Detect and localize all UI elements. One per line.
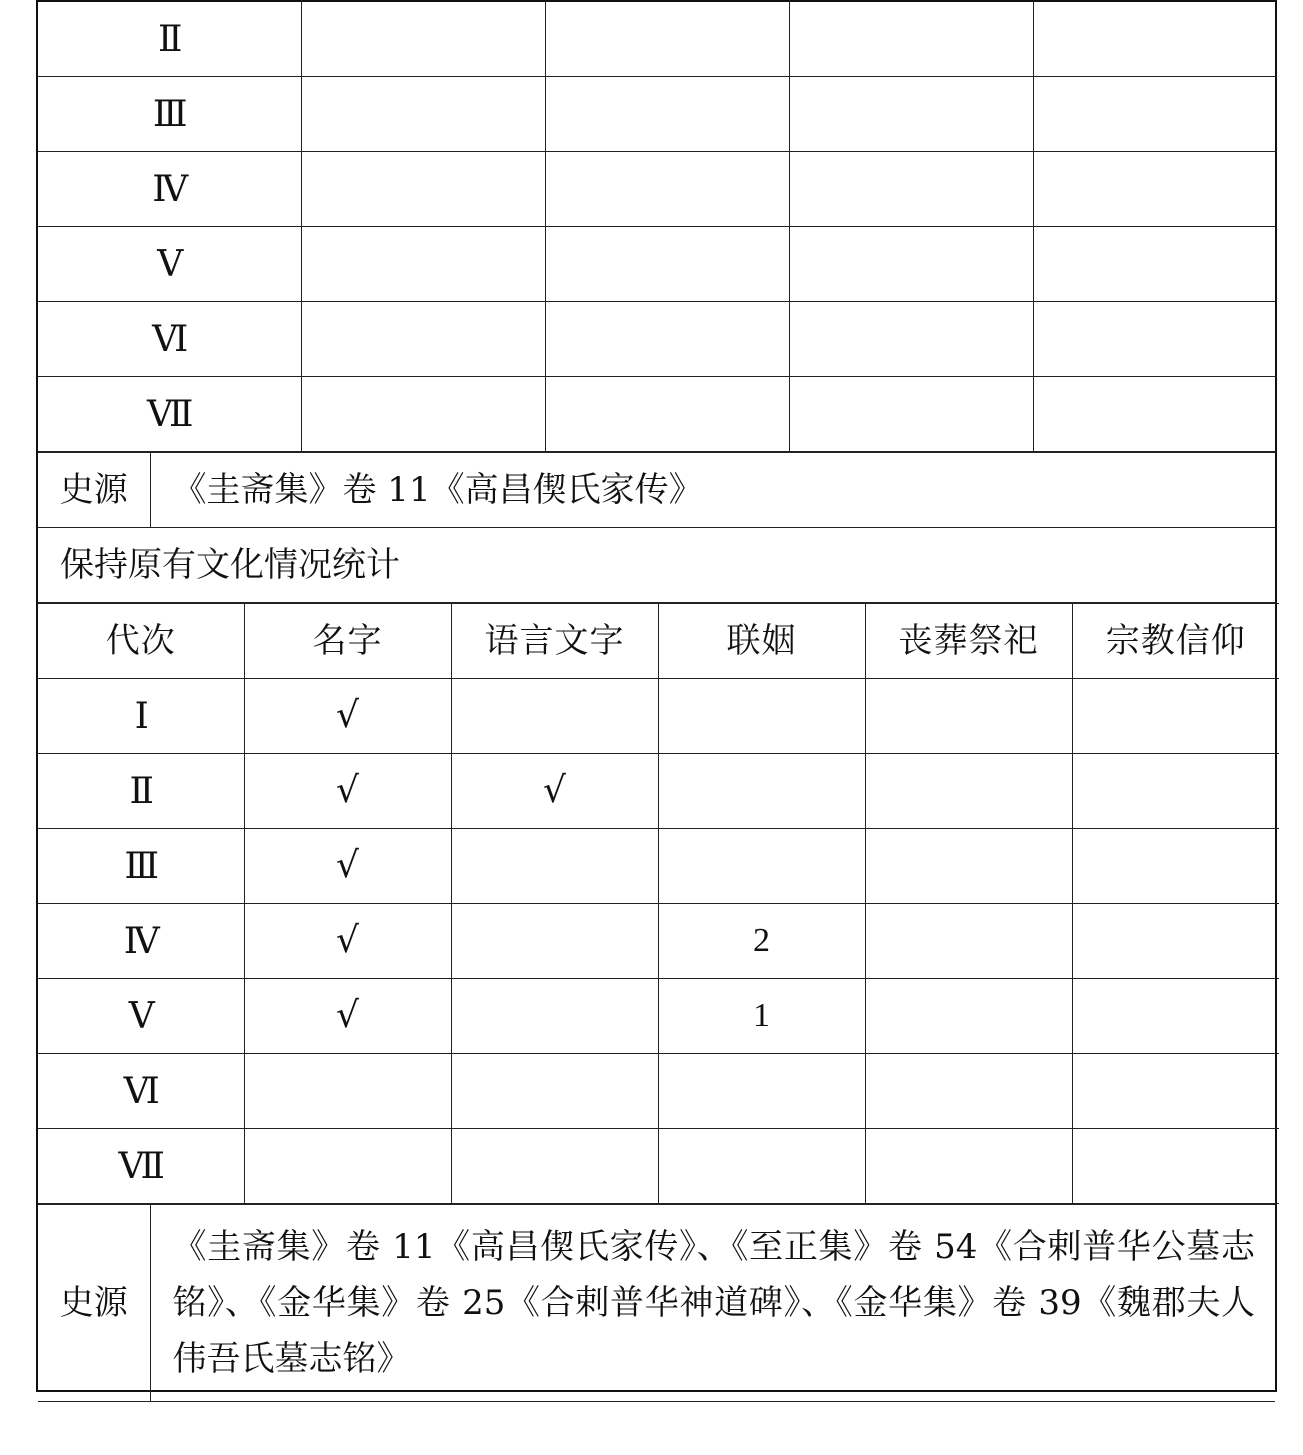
header-row <box>38 604 1279 679</box>
religion-cell <box>1072 679 1279 754</box>
header-religion: 宗教信仰 <box>1072 604 1279 679</box>
data-cell <box>1033 377 1277 452</box>
culture-stats-table <box>38 603 1279 1204</box>
funeral-cell <box>865 1054 1072 1129</box>
name-cell <box>244 1129 451 1204</box>
data-cell <box>789 2 1033 77</box>
source-label: 史源 <box>38 453 150 528</box>
name-cell: √ <box>244 679 451 754</box>
marriage-cell <box>658 1129 865 1204</box>
generation-cell: Ⅵ <box>38 1054 244 1129</box>
table-row <box>38 2 1277 77</box>
religion-cell <box>1072 754 1279 829</box>
data-cell <box>545 302 789 377</box>
document-frame <box>36 0 1277 1392</box>
table-row <box>38 227 1277 302</box>
data-cell <box>545 227 789 302</box>
name-cell: √ <box>244 754 451 829</box>
religion-cell <box>1072 1129 1279 1204</box>
data-cell <box>1033 302 1277 377</box>
source-row <box>38 453 1275 528</box>
table-row <box>38 979 1279 1054</box>
data-cell <box>301 377 545 452</box>
data-cell <box>1033 77 1277 152</box>
name-cell: √ <box>244 979 451 1054</box>
religion-cell <box>1072 829 1279 904</box>
name-cell: √ <box>244 904 451 979</box>
funeral-cell <box>865 829 1072 904</box>
data-cell <box>301 152 545 227</box>
generation-cell: Ⅳ <box>38 152 301 227</box>
source-table-1 <box>38 452 1275 603</box>
table-row <box>38 1129 1279 1204</box>
language-cell <box>451 904 658 979</box>
funeral-cell <box>865 754 1072 829</box>
table-row <box>38 152 1277 227</box>
data-cell <box>301 227 545 302</box>
generation-cell: Ⅴ <box>38 979 244 1054</box>
header-generation: 代次 <box>38 604 244 679</box>
data-cell <box>1033 227 1277 302</box>
name-cell <box>244 1054 451 1129</box>
data-cell <box>301 302 545 377</box>
religion-cell <box>1072 904 1279 979</box>
data-cell <box>545 152 789 227</box>
header-language: 语言文字 <box>451 604 658 679</box>
data-cell <box>789 227 1033 302</box>
marriage-cell <box>658 679 865 754</box>
data-cell <box>789 77 1033 152</box>
funeral-cell <box>865 979 1072 1054</box>
table-row <box>38 754 1279 829</box>
marriage-cell: 2 <box>658 904 865 979</box>
funeral-cell <box>865 679 1072 754</box>
data-cell <box>1033 152 1277 227</box>
data-cell <box>301 2 545 77</box>
religion-cell <box>1072 1054 1279 1129</box>
language-cell <box>451 1054 658 1129</box>
data-cell <box>301 77 545 152</box>
generation-cell: Ⅴ <box>38 227 301 302</box>
marriage-cell <box>658 1054 865 1129</box>
religion-cell <box>1072 979 1279 1054</box>
funeral-cell <box>865 904 1072 979</box>
marriage-cell <box>658 829 865 904</box>
header-funeral: 丧葬祭祀 <box>865 604 1072 679</box>
generation-cell: Ⅱ <box>38 2 301 77</box>
generation-cell: Ⅲ <box>38 829 244 904</box>
generation-cell: Ⅶ <box>38 1129 244 1204</box>
generation-cell: Ⅱ <box>38 754 244 829</box>
source-text: 《圭斋集》卷 11《高昌偰氏家传》、《至正集》卷 54《合剌普华公墓志铭》、《金华集》卷 25《合剌普华神道碑》、《金华集》卷 39《魏郡夫人伟吾氏墓志铭》 <box>150 1205 1275 1402</box>
data-cell <box>789 302 1033 377</box>
generation-table-1 <box>38 2 1277 452</box>
table-row <box>38 302 1277 377</box>
table-row <box>38 377 1277 452</box>
source-label: 史源 <box>38 1205 150 1402</box>
data-cell <box>789 152 1033 227</box>
marriage-cell <box>658 754 865 829</box>
generation-cell: Ⅲ <box>38 77 301 152</box>
section-title: 保持原有文化情况统计 <box>38 528 1275 603</box>
source-text: 《圭斋集》卷 11《高昌偰氏家传》 <box>150 453 1275 528</box>
marriage-cell: 1 <box>658 979 865 1054</box>
section-title-row <box>38 528 1275 603</box>
header-name: 名字 <box>244 604 451 679</box>
generation-cell: Ⅶ <box>38 377 301 452</box>
language-cell <box>451 829 658 904</box>
data-cell <box>1033 2 1277 77</box>
source-table-2 <box>38 1204 1275 1402</box>
source-row <box>38 1205 1275 1402</box>
generation-cell: Ⅵ <box>38 302 301 377</box>
data-cell <box>545 77 789 152</box>
table-row <box>38 77 1277 152</box>
table-row <box>38 829 1279 904</box>
table-row <box>38 679 1279 754</box>
language-cell <box>451 679 658 754</box>
generation-cell: Ⅰ <box>38 679 244 754</box>
data-cell <box>545 377 789 452</box>
data-cell <box>789 377 1033 452</box>
header-marriage: 联姻 <box>658 604 865 679</box>
funeral-cell <box>865 1129 1072 1204</box>
generation-cell: Ⅳ <box>38 904 244 979</box>
data-cell <box>545 2 789 77</box>
name-cell: √ <box>244 829 451 904</box>
table-row <box>38 1054 1279 1129</box>
language-cell <box>451 1129 658 1204</box>
language-cell <box>451 979 658 1054</box>
language-cell: √ <box>451 754 658 829</box>
table-row <box>38 904 1279 979</box>
